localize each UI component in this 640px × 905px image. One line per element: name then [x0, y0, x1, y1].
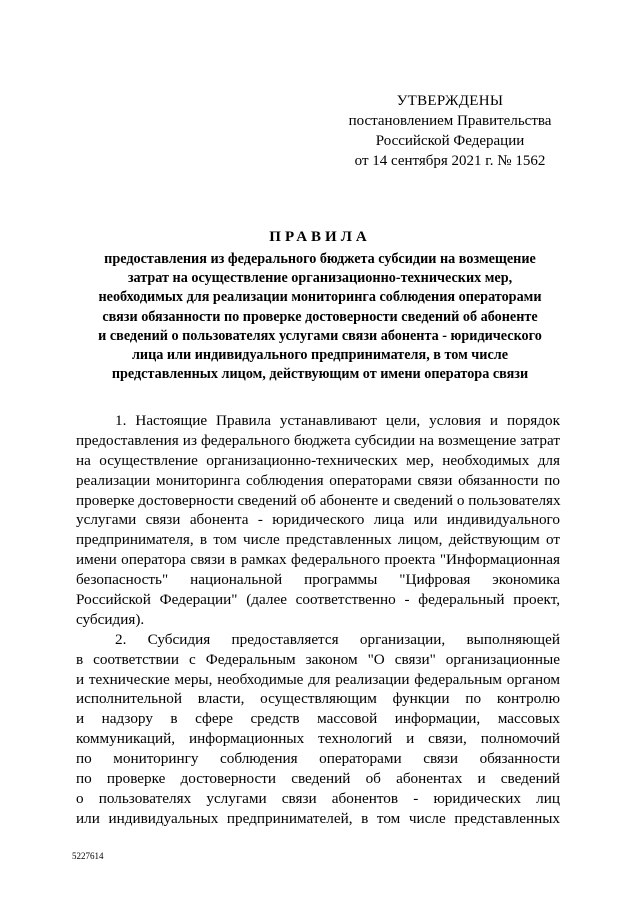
- body-line: и технические меры, необходимые для реализации федеральным органом: [76, 670, 560, 688]
- body-line: услугами связи абонента - юридического лица или индивидуального: [76, 511, 560, 529]
- body-line: по мониторингу соблюдения операторами связи обязанности: [76, 750, 560, 768]
- subtitle-line: затрат на осуществление организационно-технических мер,: [127, 270, 513, 287]
- body-line: и надзору в сфере средств массовой информации, массовых: [76, 710, 560, 728]
- body-line: реализации мониторинга соблюдения операторами связи обязанности по: [76, 471, 560, 489]
- subtitle-line: связи обязанности по проверке достоверности сведений об абоненте: [102, 308, 538, 325]
- body-line: безопасность" национальной программы "Цифровая экономика: [76, 571, 560, 589]
- approval-line-1: постановлением Правительства: [348, 113, 552, 129]
- approval-heading: УТВЕРЖДЕНЫ: [396, 93, 504, 109]
- body-line: предпринимателя, в том числе представленных лицом, действующим от: [76, 531, 560, 549]
- body-line: или индивидуальных предпринимателей, в том числе представленных: [76, 809, 560, 827]
- body-line: предоставления из федерального бюджета субсидии на возмещение затрат: [76, 431, 560, 449]
- body-line: проверке достоверности сведений об абоненте и сведений о пользователях: [76, 491, 561, 509]
- subtitle-line: и сведений о пользователях услугами связи абонента - юридического: [98, 327, 542, 344]
- body-line: в соответствии с Федеральным законом "О связи" организационные: [76, 650, 560, 668]
- document-title: ПРАВИЛА: [269, 229, 371, 245]
- subtitle-line: представленных лицом, действующим от имени оператора связи: [111, 366, 529, 383]
- body-line: имени оператора связи в рамках федерального проекта "Информационная: [76, 551, 560, 569]
- body-line: 2. Субсидия предоставляется организации, выполняющей: [115, 630, 560, 648]
- approval-line-3: от 14 сентября 2021 г. № 1562: [354, 153, 546, 169]
- body-line: субсидия).: [76, 610, 145, 628]
- subtitle-line: предоставления из федерального бюджета субсидии на возмещение: [104, 251, 536, 267]
- approval-block: [330, 91, 570, 171]
- body-line: 1. Настоящие Правила устанавливают цели, условия и порядок: [115, 412, 560, 429]
- body-line: о пользователях услугами связи абонентов - юридических лиц: [76, 789, 560, 807]
- subtitle-line: лица или индивидуального предпринимателя, в том числе: [131, 347, 509, 364]
- document-code: 5227614: [72, 851, 104, 861]
- body-line: коммуникаций, информационных технологий и связи, полномочий: [76, 730, 560, 748]
- approval-line-2: Российской Федерации: [375, 133, 525, 149]
- subtitle-line: необходимых для реализации мониторинга соблюдения операторами: [98, 289, 542, 306]
- body-line: по проверке достоверности сведений об абонентах и сведений: [76, 770, 560, 788]
- body-line: исполнительной власти, осуществляющим функции по контролю: [76, 690, 560, 708]
- body-line: на осуществление организационно-технических мер, необходимых для: [76, 451, 560, 469]
- document-body: [76, 411, 560, 829]
- body-line: Российской Федерации" (далее соответственно - федеральный проект,: [76, 591, 560, 609]
- document-subtitle: [78, 250, 562, 384]
